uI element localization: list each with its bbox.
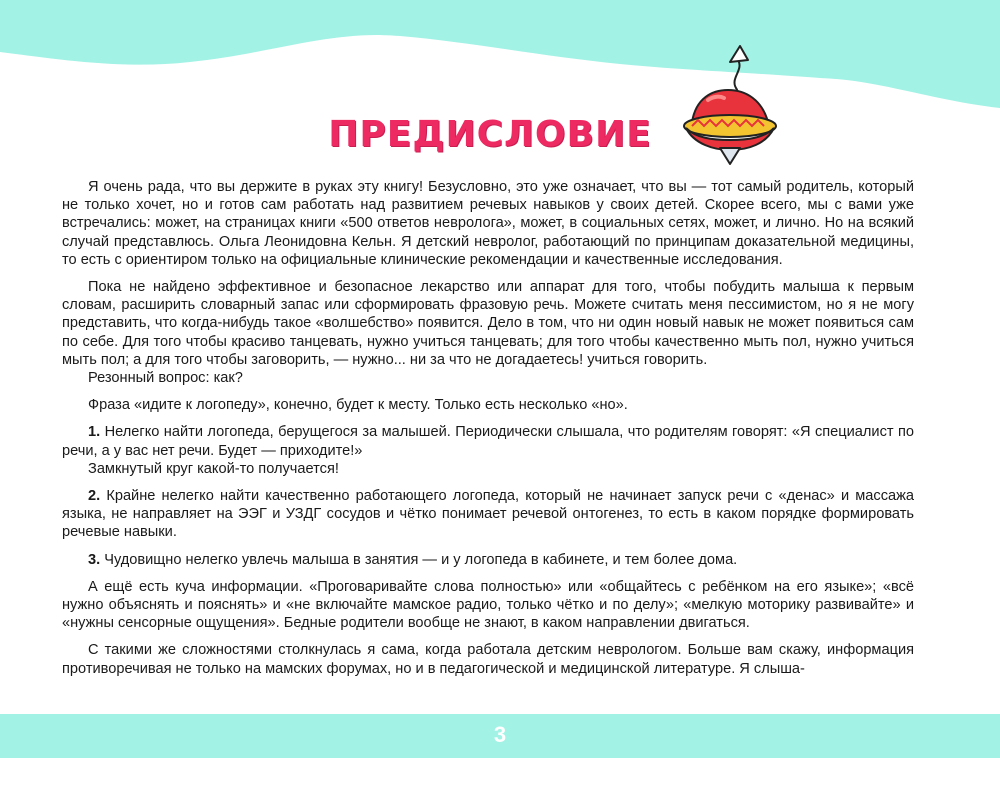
paragraph-speech-therapist: Фраза «идите к логопеду», конечно, будет к месту. Только есть несколько «но». — [88, 397, 628, 414]
paragraph-vicious-circle: Замкнутый круг какой-то получается! — [88, 460, 339, 477]
item-number: 1. — [88, 424, 101, 441]
preface-text — [62, 178, 914, 687]
paragraph-question: Резонный вопрос: как? — [88, 370, 243, 387]
numbered-item-1 — [62, 423, 914, 459]
paragraph-no-medicine: Пока не найдено эффективное и безопасное лекарство или аппарат для того, чтобы побудить малыша к первым словам, расширить словарный запас или сформировать фразовую речь. Можете считать меня пессимистом, но я не могу представить, что когда-нибудь такое «волшебство» появится. Дело в том, что ни один новый навык не может появиться сам по себе. Для того чтобы красиво танцевать, нужно учиться танцевать; для того чтобы качественно мыть пол, нужно учиться мыть пол; а для того чтобы заговорить, — нужно... ни за что не догадаетесь! учиться говорить. — [62, 279, 914, 368]
page-number: 3 — [493, 722, 507, 747]
page-title: ПРЕДИСЛОВИЕ — [328, 114, 652, 155]
paragraph-difficulties: С такими же сложностями столкнулась я сама, когда работала детским неврологом. Больше вам скажу, информация противоречивая не только на мамских форумах, но и в педагогической и медицинской литературе. Я слыша- — [62, 642, 914, 677]
paragraph-information: А ещё есть куча информации. «Проговаривайте слова полностью» или «общайтесь с ребёнком на его языке»; «всё нужно объяснять и пояснять» и «не включайте мамское радио, только чётко и по делу»; «мелкую моторику развивайте» и «нужны сенсорные ощущения». Бедные родители вообще не знают, в каком направлении двигаться. — [62, 578, 914, 632]
numbered-item-3 — [62, 551, 914, 569]
numbered-item-2 — [62, 487, 914, 542]
paragraph-intro: Я очень рада, что вы держите в руках эту книгу! Безусловно, это уже означает, что вы — тот самый родитель, который не только хочет, но и готов сам работать над развитием речевых навыков у своих детей. Скорее всего, мы с вами уже встречались: может, на страницах книги «500 ответов невролога», может, в социальных сетях, может, и лично. Но на всякий случай представлюсь. Ольга Леонидовна Кельн. Я детский невролог, работающий по принципам доказательной медицины, то есть с ориентиром только на официальные клинические рекомендации и качественные исследования. — [62, 179, 914, 268]
item-text: Нелегко найти логопеда, берущегося за малышей. Периодически слышала, что родителям говорят: «Я специалист по речи, а у вас нет речи. Будет — приходите!» — [62, 424, 914, 459]
header-wave-background — [0, 0, 1000, 110]
spinning-top-icon — [670, 40, 780, 170]
item-text: Чудовищно нелегко увлечь малыша в занятия — и у логопеда в кабинете, и тем более дома. — [100, 551, 738, 568]
item-number: 2. — [88, 488, 101, 505]
item-text: Крайне нелегко найти качественно работающего логопеда, который не начинает запуск речи с «денас» и массажа языка, не направляет на ЭЭГ и УЗДГ сосудов и чётко понимает речевой онтогенез, то есть в каком порядке формировать речевые навыки. — [62, 488, 914, 541]
item-number: 3. — [88, 551, 101, 568]
